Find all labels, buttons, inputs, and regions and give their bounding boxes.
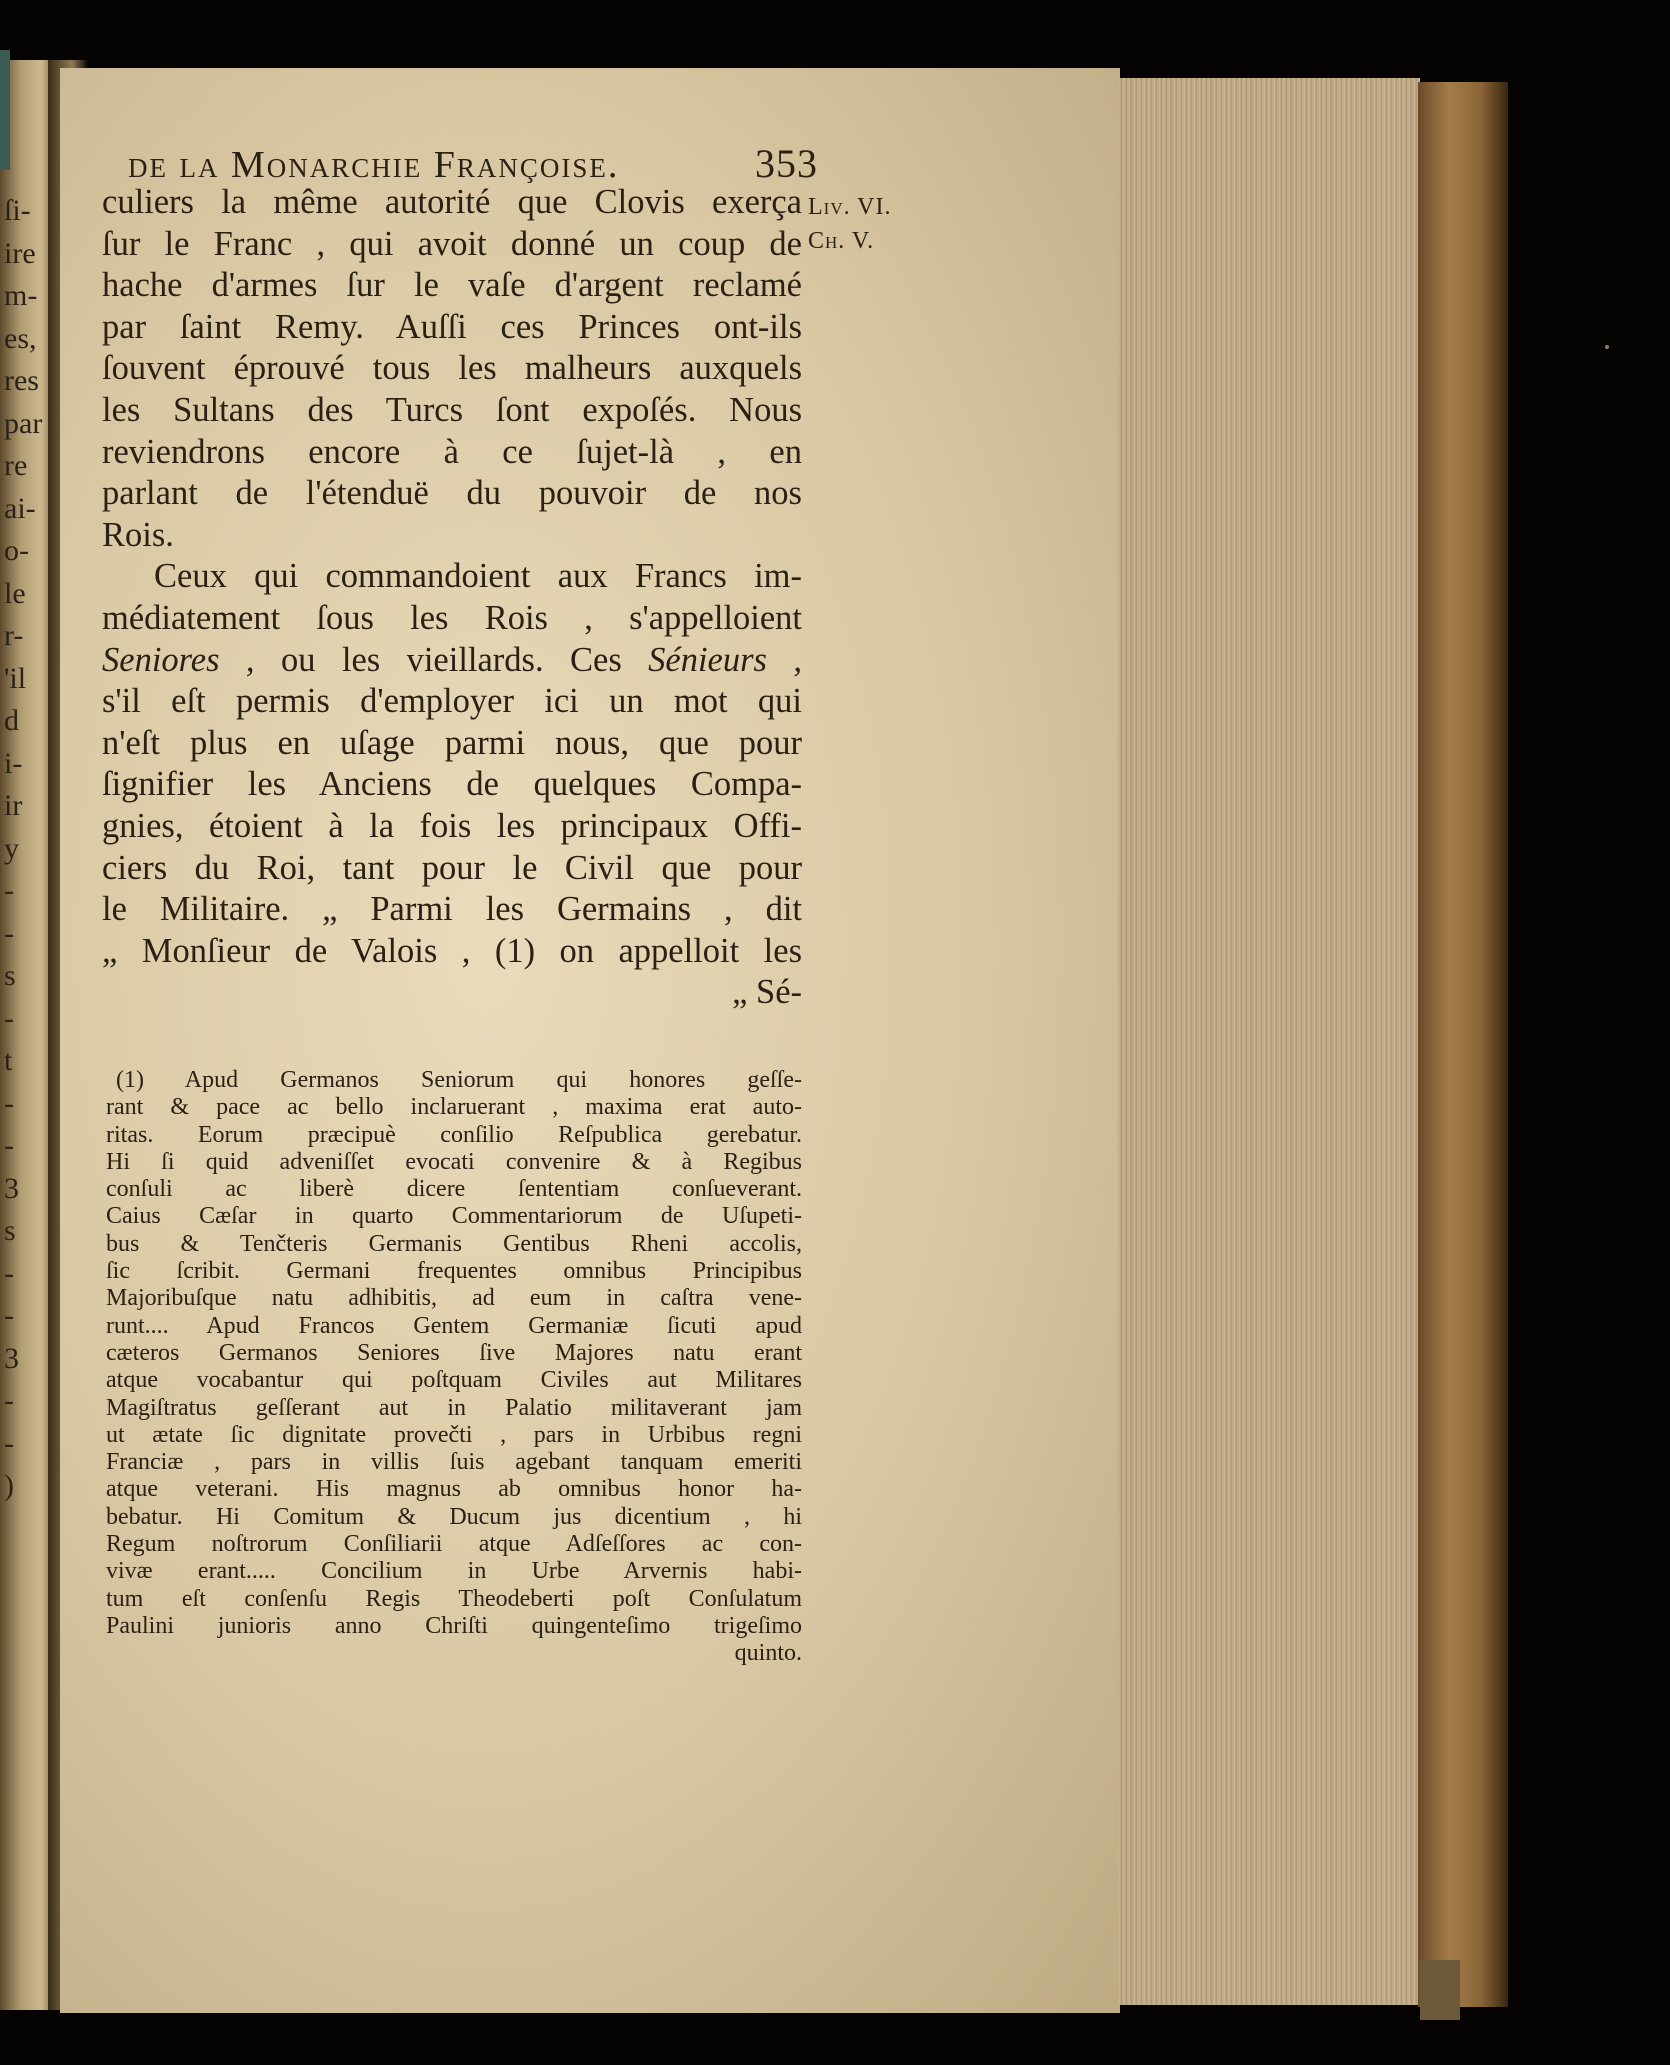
text-line: par ſaint Remy. Auſſi ces Princes ont-ils <box>102 307 802 346</box>
footnote-line: Regum noſtrorum Conſiliarii atque Adſeſſores ac con- <box>106 1531 802 1558</box>
fragment: m- <box>4 279 38 312</box>
margin-note-book: Liv. VI. <box>808 194 892 220</box>
text-line: culiers la même autorité que Clovis exerça <box>102 183 802 221</box>
fragment: - <box>4 1001 14 1035</box>
footnote-line: runt.... Apud Francos Gentem Germaniæ ſicuti apud <box>106 1312 802 1339</box>
margin-note-chapter: Ch. V. <box>808 228 875 254</box>
footnote-line: bus & Tenčteris Germanis Gentibus Rheni accolis, <box>106 1230 802 1257</box>
text-line: les Sultans des Turcs ſont expoſés. Nous <box>102 390 802 429</box>
text-line: Ceux qui commandoient aux Francs im- <box>154 557 802 596</box>
footnote-line: ſic ſcribit. Germani frequentes omnibus Principibus <box>106 1258 802 1285</box>
text-line-with-italics <box>102 640 802 682</box>
fragment: - <box>4 916 14 950</box>
footnote-line: Paulini junioris anno Chriſti quingenteſimo trigeſimo <box>106 1612 802 1639</box>
text-line: hache d'armes ſur le vaſe d'argent reclamé <box>102 266 802 305</box>
text-line: gnies, étoient à la fois les principaux Offi- <box>102 806 802 845</box>
text-segment: ou les vieillards. Ces <box>280 640 622 679</box>
footnote-line: Franciæ , pars in villis ſuis agebant tanquam emeriti <box>106 1449 802 1476</box>
fragment: - <box>4 1299 14 1332</box>
fragment: 'il <box>4 661 27 695</box>
footnote-line: rant & pace ac bello inclaruerant , maxima erat auto- <box>106 1094 802 1121</box>
text-line: parlant de l'étenduë du pouvoir de nos <box>102 474 802 513</box>
footnote-line: Majoribuſque natu adhibitis, ad eum in caſtra vene- <box>106 1285 802 1312</box>
fragment: res <box>4 364 39 397</box>
text-line: „ Monſieur de Valois , (1) on appelloit les <box>102 931 802 970</box>
footnote-line: bebatur. Hi Comitum & Ducum jus dicentium , hi <box>106 1503 802 1530</box>
footnote-line: Magiſtratus geſſerant aut in Palatio militaverant jam <box>106 1394 802 1421</box>
page-block-edges <box>1118 78 1420 2005</box>
footnote-line: vivæ erant..... Concilium in Urbe Arvernis habi- <box>106 1558 802 1585</box>
italic-term: Seniores , <box>102 640 255 679</box>
fragment: - <box>4 1129 14 1162</box>
footnote-line: ritas. Eorum præcipuè conſilio Reſpublica gerebatur. <box>106 1121 802 1148</box>
dust-speck <box>1605 345 1609 349</box>
fragment: - <box>4 1426 14 1460</box>
fragment: par <box>4 406 43 440</box>
text-line: Rois. <box>102 515 174 554</box>
fragment: - <box>4 1384 14 1417</box>
footnote-line: cæteros Germanos Seniores ſive Majores natu erant <box>106 1339 802 1366</box>
previous-page-text-fragments <box>4 190 48 1508</box>
body-text <box>102 182 802 1014</box>
fragment: - <box>4 1086 14 1120</box>
fragment: es, <box>4 321 37 355</box>
fragment: i- <box>4 746 23 780</box>
text-line: s'il eſt permis d'employer ici un mot qui <box>102 682 802 721</box>
fragment: 3 <box>4 1341 19 1375</box>
fragment: r- <box>4 619 24 652</box>
footnote-line: quinto. <box>734 1640 802 1667</box>
fragment: - <box>4 874 14 907</box>
fragment: 3 <box>4 1171 19 1205</box>
fragment: ai- <box>4 491 36 525</box>
fragment: ) <box>4 1469 14 1502</box>
italic-term: Sénieurs , <box>648 640 802 679</box>
fragment: t <box>4 1044 13 1077</box>
text-line: ciers du Roi, tant pour le Civil que pour <box>102 848 802 887</box>
text-line: n'eſt plus en uſage parmi nous, que pour <box>102 723 802 762</box>
footnote-line: atque veterani. His magnus ab omnibus honor ha- <box>106 1476 802 1503</box>
text-line: le Militaire. „ Parmi les Germains , dit <box>102 890 802 929</box>
footnote-line: Hi ſi quid adveniſſet evocati convenire & à Regibus <box>106 1148 802 1175</box>
fragment: ſi- <box>4 194 31 227</box>
binding-corner <box>1420 1960 1460 2020</box>
footnote-line: ut ætate ſic dignitate provečti , pars in Urbibus regni <box>106 1421 802 1448</box>
footnote-line: atque vocabantur qui poſtquam Civiles aut Militares <box>106 1367 802 1394</box>
fragment: re <box>4 449 28 482</box>
fragment: - <box>4 1256 14 1290</box>
text-line: reviendrons encore à ce ſujet-là , en <box>102 432 802 471</box>
leather-binding <box>1418 82 1508 2007</box>
fragment: y <box>4 831 19 865</box>
text-line: médiatement ſous les Rois , s'appelloient <box>102 598 802 637</box>
running-title: de la Monarchie Françoise. <box>128 144 620 186</box>
text-line: ſur le Franc , qui avoit donné un coup de <box>102 224 802 263</box>
fragment: o- <box>4 534 29 567</box>
fragment: s <box>4 959 16 992</box>
catchword: „ Sé- <box>732 973 802 1012</box>
page-number: 353 <box>755 141 818 186</box>
footnote <box>102 1067 802 1668</box>
text-line: ſignifier les Anciens de quelques Compa- <box>102 765 802 804</box>
fragment: s <box>4 1214 16 1247</box>
running-header <box>128 140 818 187</box>
previous-page-binding-strip <box>0 50 10 170</box>
footnote-line: (1) Apud Germanos Seniorum qui honores geſſe- <box>116 1067 802 1093</box>
fragment: le <box>4 576 26 610</box>
footnote-line: Caius Cæſar in quarto Commentariorum de Uſupeti- <box>106 1203 802 1230</box>
footnote-line: conſuli ac liberè dicere ſententiam conſueverant. <box>106 1176 802 1203</box>
fragment: ire <box>4 236 36 270</box>
fragment: ir <box>4 789 23 822</box>
fragment: d <box>4 704 19 737</box>
text-line: ſouvent éprouvé tous les malheurs auxquels <box>102 349 802 388</box>
footnote-line: tum eſt conſenſu Regis Theodeberti poſt Conſulatum <box>106 1585 802 1612</box>
